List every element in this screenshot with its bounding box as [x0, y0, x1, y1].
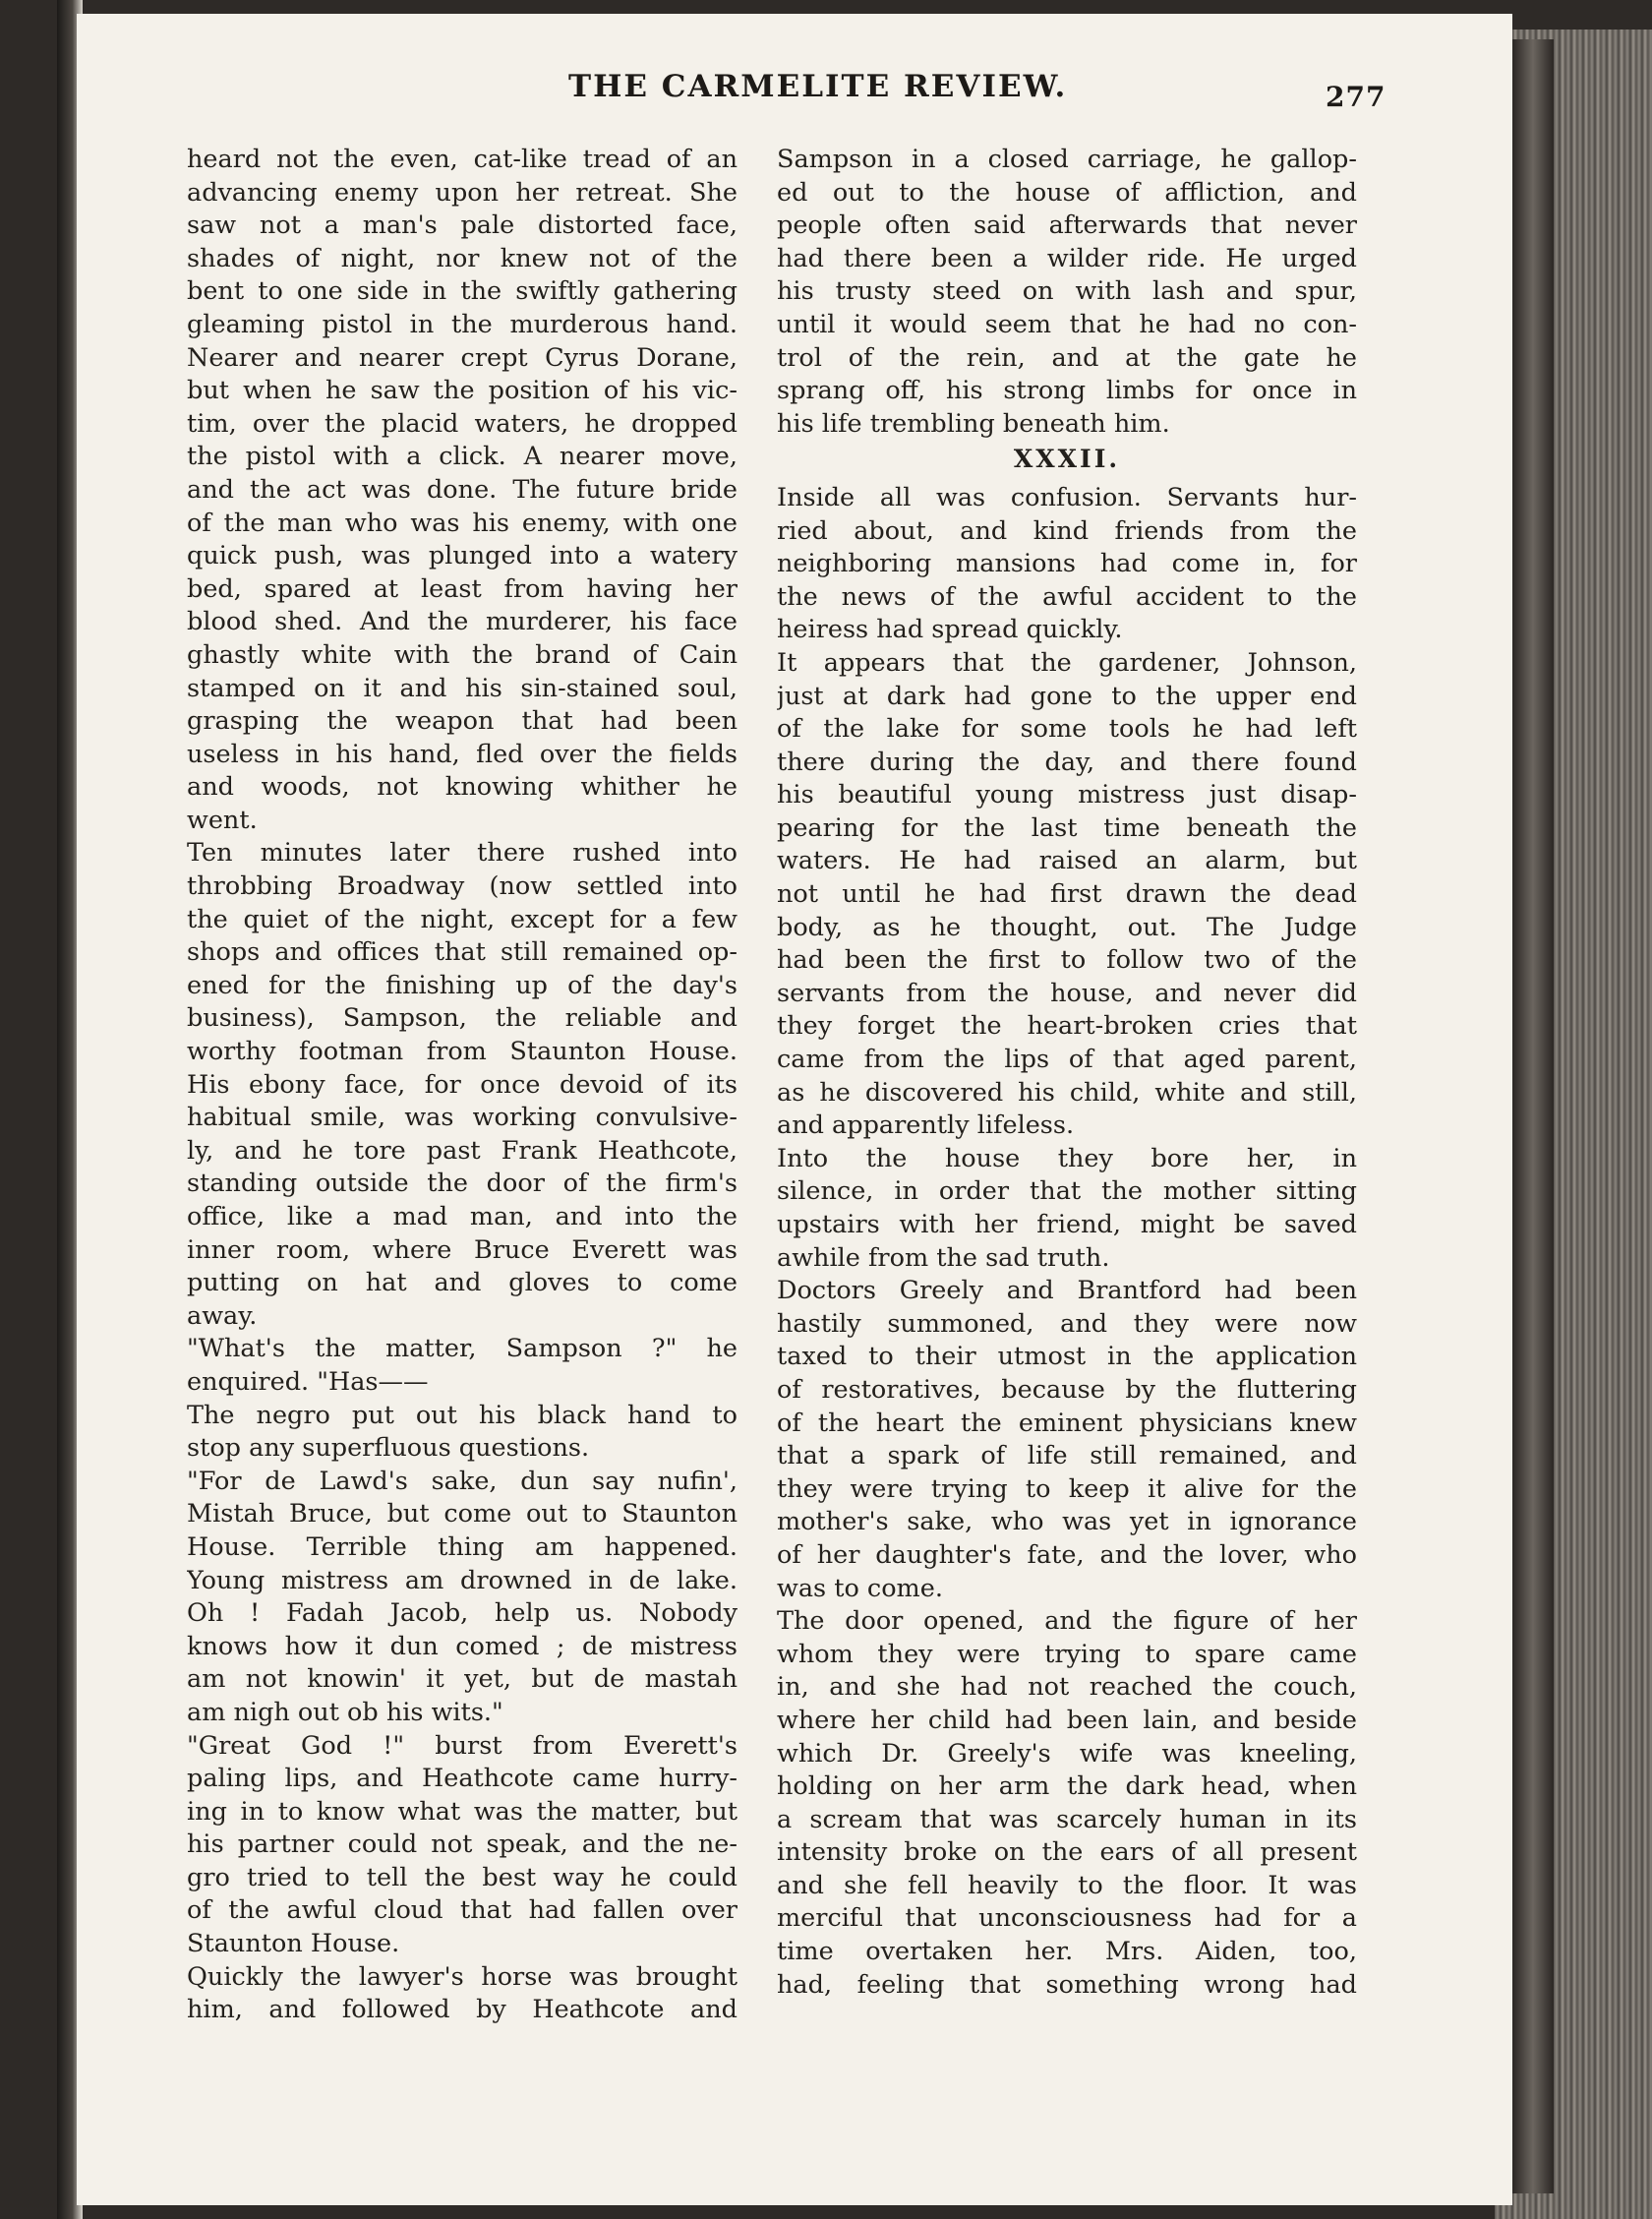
- text-line: his life trembling beneath him.: [777, 408, 1170, 439]
- text-line: Staunton House.: [187, 1929, 400, 1959]
- text-line: paling lips, and Heathcote came hurry-: [187, 1764, 738, 1794]
- text-line: "What's the matter, Sampson ?" he: [187, 1334, 738, 1364]
- text-line: Inside all was confusion. Servants hur-: [777, 482, 1357, 512]
- text-line: Quickly the lawyer's horse was brought: [187, 1961, 738, 1992]
- text-line: of the lake for some tools he had left: [777, 714, 1357, 745]
- book-spine-shadow: [1512, 39, 1554, 2193]
- text-line: shades of night, nor knew not of the: [187, 243, 738, 273]
- text-line: but when he saw the position of his vic-: [187, 376, 738, 406]
- text-line: awhile from the sad truth.: [777, 1242, 1110, 1273]
- text-line: whom they were trying to spare came: [777, 1639, 1357, 1669]
- text-line: there during the day, and there found: [777, 747, 1357, 777]
- text-line: which Dr. Greely's wife was kneeling,: [777, 1738, 1357, 1769]
- text-line: they forget the heart-broken cries that: [777, 1011, 1357, 1042]
- text-line: ened for the finishing up of the day's: [187, 970, 738, 1000]
- text-line: heard not the even, cat-like tread of an: [187, 145, 738, 174]
- text-line: heiress had spread quickly.: [777, 615, 1123, 645]
- text-line: was to come.: [777, 1573, 943, 1603]
- text-line: throbbing Broadway (now settled into: [187, 871, 738, 902]
- text-line: sprang off, his strong limbs for once in: [777, 376, 1357, 406]
- text-line: It appears that the gardener, Johnson,: [777, 647, 1357, 678]
- right-column: [777, 144, 1357, 2002]
- text-line: Oh ! Fadah Jacob, help us. Nobody: [187, 1598, 738, 1629]
- text-line: the quiet of the night, except for a few: [187, 904, 738, 934]
- text-line: came from the lips of that aged parent,: [777, 1045, 1357, 1075]
- text-line: his trusty steed on with lash and spur,: [777, 276, 1357, 307]
- text-line: inner room, where Bruce Everett was: [187, 1234, 738, 1265]
- text-line: merciful that unconsciousness had for a: [777, 1903, 1357, 1934]
- text-line: and woods, not knowing whither he: [187, 772, 738, 803]
- text-line: that a spark of life still remained, and: [777, 1441, 1357, 1471]
- text-line: the pistol with a click. A nearer move,: [187, 442, 738, 472]
- text-line: office, like a mad man, and into the: [187, 1202, 738, 1231]
- text-line: ghastly white with the brand of Cain: [187, 639, 738, 670]
- text-line: of the heart the eminent physicians knew: [777, 1408, 1357, 1438]
- text-line: went.: [187, 805, 258, 835]
- text-line: and the act was done. The future bride: [187, 474, 738, 505]
- text-line: His ebony face, for once devoid of its: [187, 1069, 738, 1100]
- text-line: servants from the house, and never did: [777, 978, 1357, 1008]
- text-line: The door opened, and the figure of her: [777, 1606, 1357, 1637]
- text-line: blood shed. And the murderer, his face: [187, 607, 738, 637]
- text-line: Doctors Greely and Brantford had been: [777, 1276, 1357, 1306]
- text-line: knows how it dun comed ; de mistress: [187, 1631, 738, 1661]
- text-line: am not knowin' it yet, but de mastah: [187, 1664, 738, 1695]
- text-line: his beautiful young mistress just disap-: [777, 780, 1357, 810]
- text-line: upstairs with her friend, might be saved: [777, 1210, 1357, 1239]
- text-line: ried about, and kind friends from the: [777, 515, 1357, 546]
- page-number: 277: [1326, 81, 1386, 113]
- text-line: away.: [187, 1300, 258, 1331]
- text-line: had there been a wilder ride. He urged: [777, 243, 1357, 273]
- text-line: time overtaken her. Mrs. Aiden, too,: [777, 1937, 1357, 1967]
- text-line: ly, and he tore past Frank Heathcote,: [187, 1135, 738, 1166]
- text-line: not until he had first drawn the dead: [777, 879, 1357, 910]
- text-line: had, feeling that something wrong had: [777, 1969, 1357, 2000]
- text-line: habitual smile, was working convulsive-: [187, 1103, 738, 1133]
- text-line: "Great God !" burst from Everett's: [187, 1730, 738, 1761]
- text-line: people often said afterwards that never: [777, 210, 1357, 241]
- text-line: quick push, was plunged into a watery: [187, 541, 738, 571]
- text-line: tim, over the placid waters, he dropped: [187, 408, 738, 439]
- text-line: enquired. "Has——: [187, 1366, 429, 1397]
- text-line: in, and she had not reached the couch,: [777, 1672, 1357, 1703]
- text-line: as he discovered his child, white and still,: [777, 1077, 1357, 1108]
- text-line: putting on hat and gloves to come: [187, 1268, 738, 1298]
- text-line: standing outside the door of the firm's: [187, 1169, 738, 1199]
- text-line: until it would seem that he had no con-: [777, 309, 1357, 339]
- text-line: "For de Lawd's sake, dun say nufin',: [187, 1466, 738, 1496]
- text-line: of restoratives, because by the fluttering: [777, 1374, 1357, 1405]
- text-line: body, as he thought, out. The Judge: [777, 912, 1357, 942]
- text-line: Ten minutes later there rushed into: [187, 838, 738, 869]
- text-line: worthy footman from Staunton House.: [187, 1037, 738, 1067]
- text-line: holding on her arm the dark head, when: [777, 1771, 1357, 1802]
- text-line: advancing enemy upon her retreat. She: [187, 177, 738, 208]
- text-line: of her daughter's fate, and the lover, who: [777, 1539, 1357, 1570]
- text-line: Into the house they bore her, in: [777, 1143, 1357, 1173]
- text-line: Nearer and nearer crept Cyrus Dorane,: [187, 342, 738, 373]
- text-line: just at dark had gone to the upper end: [777, 681, 1357, 711]
- text-line: pearing for the last time beneath the: [777, 812, 1357, 843]
- text-line: business), Sampson, the reliable and: [187, 1003, 738, 1034]
- text-line: hastily summoned, and they were now: [777, 1308, 1357, 1339]
- text-line: Sampson in a closed carriage, he gallop-: [777, 145, 1357, 174]
- text-line: a scream that was scarcely human in its: [777, 1804, 1357, 1834]
- text-line: ing in to know what was the matter, but: [187, 1796, 738, 1827]
- text-line: they were trying to keep it alive for the: [777, 1473, 1357, 1504]
- text-line: of the man who was his enemy, with one: [187, 508, 738, 538]
- text-line: of the awful cloud that had fallen over: [187, 1895, 738, 1926]
- text-line: waters. He had raised an alarm, but: [777, 846, 1357, 876]
- text-line: silence, in order that the mother sitting: [777, 1176, 1357, 1207]
- running-head: THE CARMELITE REVIEW.: [568, 69, 1068, 104]
- text-line: taxed to their utmost in the application: [777, 1342, 1357, 1372]
- text-line: his partner could not speak, and the ne-: [187, 1829, 738, 1860]
- text-line: him, and followed by Heathcote and: [187, 1995, 738, 2025]
- text-line: am nigh out ob his wits.": [187, 1697, 503, 1727]
- text-line: Mistah Bruce, but come out to Staunton: [187, 1499, 738, 1529]
- text-line: grasping the weapon that had been: [187, 706, 738, 737]
- text-line: intensity broke on the ears of all present: [777, 1837, 1357, 1868]
- text-line: The negro put out his black hand to: [187, 1400, 738, 1430]
- text-line: stop any superfluous questions.: [187, 1433, 590, 1464]
- text-line: and she fell heavily to the floor. It was: [777, 1870, 1357, 1900]
- text-line: Young mistress am drowned in de lake.: [187, 1565, 738, 1595]
- left-column: [187, 144, 738, 2027]
- chapter-heading: XXXII.: [1013, 445, 1121, 474]
- text-line: saw not a man's pale distorted face,: [187, 210, 738, 241]
- text-line: bent to one side in the swiftly gathering: [187, 276, 738, 307]
- text-line: gro tried to tell the best way he could: [187, 1862, 738, 1892]
- text-line: gleaming pistol in the murderous hand.: [187, 309, 738, 339]
- right-column-text-before-heading: [777, 144, 1357, 441]
- text-line: had been the first to follow two of the: [777, 945, 1357, 976]
- text-line: shops and offices that still remained op-: [187, 937, 738, 968]
- text-line: where her child had been lain, and beside: [777, 1705, 1357, 1735]
- text-line: the news of the awful accident to the: [777, 581, 1357, 612]
- text-line: trol of the rein, and at the gate he: [777, 342, 1357, 373]
- right-column-text-after-heading: [777, 482, 1357, 2002]
- text-line: and apparently lifeless.: [777, 1110, 1075, 1141]
- text-line: ed out to the house of affliction, and: [777, 177, 1357, 208]
- text-line: useless in his hand, fled over the fields: [187, 739, 738, 769]
- text-line: House. Terrible thing am happened.: [187, 1531, 738, 1562]
- text-line: neighboring mansions had come in, for: [777, 549, 1357, 579]
- text-line: stamped on it and his sin-stained soul,: [187, 673, 738, 703]
- text-line: mother's sake, who was yet in ignorance: [777, 1507, 1357, 1537]
- text-line: bed, spared at least from having her: [187, 573, 738, 604]
